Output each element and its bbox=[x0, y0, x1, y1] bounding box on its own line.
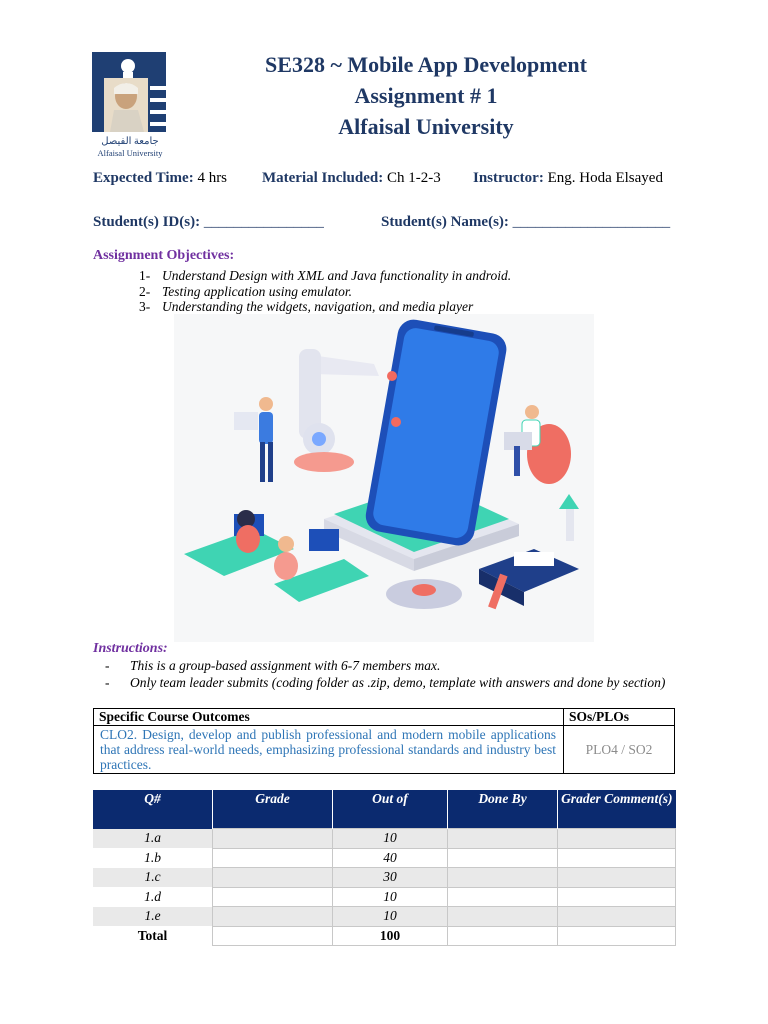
grades-table bbox=[93, 790, 676, 946]
student-name-blank[interactable]: _____________________ bbox=[512, 214, 671, 230]
out-of-cell: 40 bbox=[333, 848, 448, 868]
comment-cell[interactable] bbox=[558, 907, 676, 927]
q-cell: 1.a bbox=[93, 829, 213, 849]
grade-cell[interactable] bbox=[213, 829, 333, 849]
comment-cell[interactable] bbox=[558, 848, 676, 868]
item-text: Understand Design with XML and Java functionality in android. bbox=[162, 268, 512, 283]
instructor-value: Eng. Hoda Elsayed bbox=[547, 170, 663, 186]
material-label: Material Included: bbox=[262, 170, 384, 186]
item-number: 1- bbox=[139, 268, 151, 283]
objectives-heading: Assignment Objectives: bbox=[93, 248, 235, 263]
header-done-by: Done By bbox=[448, 790, 558, 829]
outcomes-header: Specific Course Outcomes bbox=[94, 709, 564, 726]
done-by-cell[interactable] bbox=[448, 829, 558, 849]
total-label: Total bbox=[93, 926, 213, 946]
out-of-cell: 10 bbox=[333, 907, 448, 927]
q-cell: 1.c bbox=[93, 868, 213, 888]
grade-cell[interactable] bbox=[213, 868, 333, 888]
student-id-label: Student(s) ID(s): bbox=[93, 214, 201, 230]
done-by-cell[interactable] bbox=[448, 848, 558, 868]
item-text: Understanding the widgets, navigation, and media player bbox=[162, 299, 474, 314]
expected-time-label: Expected Time: bbox=[93, 170, 194, 186]
q-cell: 1.d bbox=[144, 888, 161, 904]
logo-arabic-text: جامعة الفيصل bbox=[101, 136, 159, 147]
course-outcomes-table bbox=[93, 708, 675, 774]
done-by-cell[interactable] bbox=[448, 887, 558, 907]
list-item bbox=[105, 674, 665, 691]
done-by-cell[interactable] bbox=[448, 907, 558, 927]
total-grade-cell[interactable] bbox=[213, 926, 333, 946]
comment-cell[interactable] bbox=[558, 829, 676, 849]
dash-bullet: - bbox=[105, 675, 110, 690]
table-row bbox=[93, 868, 676, 888]
out-of-cell: 10 bbox=[333, 887, 448, 907]
list-item bbox=[139, 268, 511, 284]
comment-cell[interactable] bbox=[558, 868, 676, 888]
student-id-blank[interactable]: ________________ bbox=[203, 214, 324, 230]
instructor bbox=[473, 170, 663, 187]
total-row bbox=[93, 926, 676, 946]
item-text: Only team leader submits (coding folder as .zip, demo, template with answers and done by section) bbox=[130, 675, 666, 690]
logo-english-text: Alfaisal University bbox=[97, 148, 163, 158]
university-title: Alfaisal University bbox=[338, 114, 514, 139]
plo-value: PLO4 / SO2 bbox=[564, 726, 675, 774]
total-comment-cell bbox=[558, 926, 676, 946]
list-item bbox=[105, 657, 665, 674]
grade-cell[interactable] bbox=[213, 848, 333, 868]
grade-cell[interactable] bbox=[213, 887, 333, 907]
list-item bbox=[139, 284, 511, 300]
q-cell: 1.e bbox=[93, 907, 213, 927]
material-included bbox=[262, 170, 441, 187]
expected-time-value: 4 hrs bbox=[197, 170, 228, 186]
header-q: Q# bbox=[93, 790, 213, 829]
table-row bbox=[93, 829, 676, 849]
instructions-list bbox=[105, 657, 665, 691]
q-cell: 1.b bbox=[144, 849, 161, 865]
total-done-by-cell bbox=[448, 926, 558, 946]
item-number: 3- bbox=[139, 299, 151, 314]
header-grade: Grade bbox=[213, 790, 333, 829]
assignment-title: Assignment # 1 bbox=[354, 83, 498, 108]
item-text: Testing application using emulator. bbox=[162, 283, 353, 299]
clo-text: CLO2. Design, develop and publish professional and modern mobile applications that address real-world needs, emphasizing professional standards and industry best practices. bbox=[94, 726, 564, 774]
out-of-cell: 30 bbox=[333, 868, 448, 888]
done-by-cell[interactable] bbox=[448, 868, 558, 888]
item-number: 2- bbox=[139, 283, 151, 299]
total-value: 100 bbox=[333, 926, 448, 946]
table-row bbox=[93, 907, 676, 927]
material-value: Ch 1-2-3 bbox=[387, 170, 441, 186]
item-text: This is a group-based assignment with 6-7 members max. bbox=[130, 658, 441, 673]
table-row bbox=[93, 887, 676, 907]
comment-cell[interactable] bbox=[558, 887, 676, 907]
table-row bbox=[93, 848, 676, 868]
course-title: SE328 ~ Mobile App Development bbox=[265, 52, 587, 77]
out-of-cell: 10 bbox=[333, 829, 448, 849]
header-out-of: Out of bbox=[333, 790, 448, 829]
student-name-label: Student(s) Name(s): bbox=[381, 214, 509, 230]
objectives-list bbox=[139, 268, 511, 315]
plo-header: SOs/PLOs bbox=[564, 709, 675, 726]
instructions-heading: Instructions: bbox=[93, 641, 168, 656]
instructor-label: Instructor: bbox=[473, 170, 544, 186]
expected-time bbox=[93, 170, 227, 187]
mobile-development-illustration bbox=[174, 314, 594, 642]
grades-header-row bbox=[93, 790, 676, 829]
list-item bbox=[139, 299, 511, 315]
header-grader-comments: Grader Comment(s) bbox=[558, 790, 676, 829]
student-id-field[interactable] bbox=[93, 214, 324, 231]
student-name-field[interactable] bbox=[381, 214, 670, 231]
dash-bullet: - bbox=[105, 658, 110, 673]
grade-cell[interactable] bbox=[213, 907, 333, 927]
